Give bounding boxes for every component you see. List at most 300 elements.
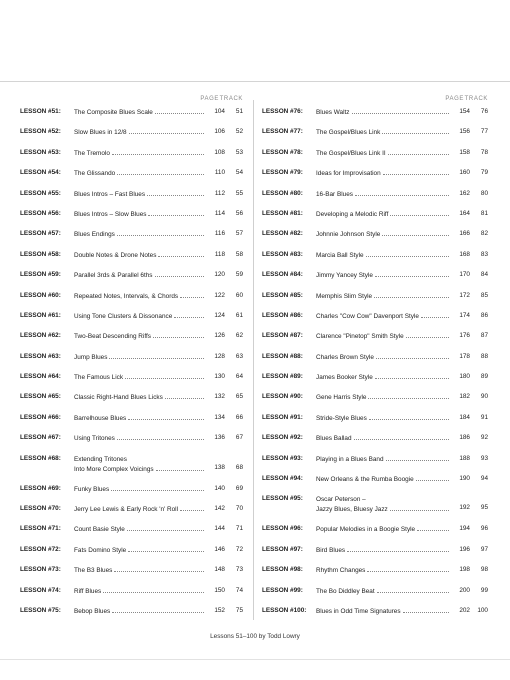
page-number: 108 <box>214 148 225 156</box>
toc-list-left <box>20 108 243 627</box>
lesson-title: Blues Waltz <box>316 109 350 116</box>
lesson-number: LESSON #82: <box>262 230 303 238</box>
page-number: 200 <box>459 586 470 594</box>
leader-dots <box>383 174 449 175</box>
leader-dots <box>117 439 204 440</box>
page-number: 126 <box>214 332 225 340</box>
lesson-number: LESSON #85: <box>262 291 303 299</box>
lesson-number: LESSON #60: <box>20 291 61 299</box>
lesson-title: The Composite Blues Scale <box>74 109 153 116</box>
lesson-title: Into More Complex Voicings <box>74 465 154 473</box>
leader-dots <box>158 256 204 257</box>
lesson-number: LESSON #80: <box>262 189 303 197</box>
lesson-title: Johnnie Johnson Style <box>316 231 381 239</box>
lesson-title-block <box>74 353 205 362</box>
toc-entry <box>262 455 488 475</box>
leader-dots <box>374 297 449 298</box>
lesson-number: LESSON #98: <box>262 566 303 574</box>
lesson-title: The Gospel/Blues Link II <box>316 149 386 157</box>
page-number: 138 <box>214 463 225 471</box>
toc-entry <box>262 525 488 545</box>
page-number: 192 <box>459 504 470 512</box>
page-number: 156 <box>459 128 470 136</box>
page-number: 124 <box>214 311 225 319</box>
toc-entry <box>262 312 488 332</box>
track-number: 92 <box>480 434 488 442</box>
leader-dots <box>128 419 204 420</box>
lesson-title-block <box>316 332 450 341</box>
track-number: 82 <box>480 230 488 238</box>
toc-entry <box>262 393 488 413</box>
lesson-number: LESSON #74: <box>20 586 61 594</box>
lesson-number: LESSON #96: <box>262 525 303 533</box>
column-header <box>262 96 488 108</box>
lesson-number: LESSON #94: <box>262 475 303 483</box>
toc-entry <box>262 414 488 434</box>
lesson-title-block <box>74 312 205 321</box>
toc-column-left <box>20 96 243 627</box>
lesson-number: LESSON #100: <box>262 606 307 614</box>
page-number: 120 <box>214 271 225 279</box>
lesson-number: LESSON #92: <box>262 434 303 442</box>
page-number: 142 <box>214 505 225 513</box>
track-number: 87 <box>480 332 488 340</box>
lesson-number: LESSON #93: <box>262 454 303 462</box>
lesson-number: LESSON #71: <box>20 525 61 533</box>
lesson-number: LESSON #67: <box>20 434 61 442</box>
bottom-rule <box>0 659 510 660</box>
lesson-title: Blues Intros – Slow Blues <box>74 210 147 218</box>
toc-entry <box>20 546 243 566</box>
lesson-title: Gene Harris Style <box>316 394 367 402</box>
page-number: 154 <box>459 108 470 115</box>
leader-dots <box>112 154 204 155</box>
lesson-title-block <box>316 251 450 260</box>
page-number: 104 <box>214 108 225 115</box>
top-rule <box>0 81 510 82</box>
page-number: 122 <box>214 291 225 299</box>
lesson-title: Blues Endings <box>74 231 115 239</box>
lesson-title-block <box>316 108 450 117</box>
lesson-title-block <box>316 210 450 219</box>
toc-entry <box>20 566 243 586</box>
lesson-number: LESSON #90: <box>262 393 303 401</box>
lesson-number: LESSON #52: <box>20 128 61 136</box>
track-number: 73 <box>235 566 243 574</box>
page-number: 158 <box>459 148 470 156</box>
lesson-title: Popular Melodies in a Boogie Style <box>316 526 416 534</box>
leader-dots <box>382 235 449 236</box>
leader-dots <box>368 398 449 399</box>
lesson-number: LESSON #89: <box>262 373 303 381</box>
page-number: 176 <box>459 332 470 340</box>
lesson-title: Blues Intros – Fast Blues <box>74 190 146 198</box>
leader-dots <box>114 571 204 572</box>
page-number: 182 <box>459 393 470 401</box>
track-header: TRACK <box>219 96 243 102</box>
track-number: 51 <box>235 108 243 115</box>
page-number: 186 <box>459 434 470 442</box>
lesson-number: LESSON #91: <box>262 413 303 421</box>
leader-dots <box>180 297 204 298</box>
leader-dots <box>388 154 449 155</box>
lesson-number: LESSON #76: <box>262 108 303 115</box>
toc-entry <box>262 546 488 566</box>
toc-entry <box>20 393 243 413</box>
page-number: 168 <box>459 250 470 258</box>
toc-column-right <box>262 96 488 627</box>
leader-dots <box>403 612 449 613</box>
toc-entry <box>262 373 488 393</box>
track-number: 61 <box>235 311 243 319</box>
lesson-title-block <box>74 434 205 443</box>
track-number: 54 <box>235 169 243 177</box>
lesson-number: LESSON #58: <box>20 250 61 258</box>
lesson-title-block <box>316 455 450 464</box>
leader-dots <box>117 235 204 236</box>
lesson-title-block <box>74 210 205 219</box>
lesson-title-line1: Extending Tritones <box>74 455 127 463</box>
lesson-number: LESSON #72: <box>20 545 61 553</box>
page-number: 202 <box>459 606 470 614</box>
track-number: 67 <box>235 434 243 442</box>
page-number: 160 <box>459 169 470 177</box>
page-number: 114 <box>214 209 225 217</box>
leader-dots <box>103 592 204 593</box>
lesson-title: Fats Domino Style <box>74 546 127 554</box>
track-number: 100 <box>477 606 488 614</box>
toc-entry <box>262 149 488 169</box>
lesson-number: LESSON #69: <box>20 484 61 492</box>
leader-dots <box>416 480 449 481</box>
track-number: 83 <box>480 250 488 258</box>
track-number: 76 <box>480 108 488 115</box>
lesson-title: Jump Blues <box>74 353 108 361</box>
toc-entry <box>20 434 243 454</box>
page-number: 152 <box>214 606 225 614</box>
column-header <box>20 96 243 108</box>
leader-dots <box>354 439 449 440</box>
lesson-title: Bebop Blues <box>74 607 111 615</box>
lesson-number: LESSON #78: <box>262 148 303 156</box>
track-number: 89 <box>480 373 488 381</box>
lesson-title: Jimmy Yancey Style <box>316 272 373 280</box>
track-number: 60 <box>235 291 243 299</box>
leader-dots <box>366 256 449 257</box>
lesson-title-block <box>74 108 205 117</box>
lesson-title: The Glissando <box>74 170 116 178</box>
toc-entry <box>262 607 488 627</box>
lesson-title: Blues in Odd Time Signatures <box>316 607 401 615</box>
lesson-title: Parallel 3rds & Parallel 6ths <box>74 272 153 280</box>
lesson-title-block <box>74 505 205 514</box>
toc-entry <box>20 485 243 505</box>
page-footer: Lessons 51–100 by Todd Lowry <box>210 633 300 640</box>
lesson-number: LESSON #87: <box>262 332 303 340</box>
lesson-title-block <box>74 251 205 260</box>
lesson-title: Barrelhouse Blues <box>74 414 127 422</box>
lesson-number: LESSON #95: <box>262 495 303 503</box>
toc-entry <box>262 169 488 189</box>
track-number: 86 <box>480 311 488 319</box>
track-number: 66 <box>235 413 243 421</box>
toc-entry <box>262 434 488 454</box>
toc-entry <box>262 566 488 586</box>
lesson-number: LESSON #65: <box>20 393 61 401</box>
page-number: 150 <box>214 586 225 594</box>
lesson-number: LESSON #75: <box>20 606 61 614</box>
lesson-title: Two-Beat Descending Riffs <box>74 333 151 341</box>
leader-dots <box>355 195 449 196</box>
lesson-number: LESSON #57: <box>20 230 61 238</box>
lesson-title-block <box>74 332 205 341</box>
lesson-number: LESSON #62: <box>20 332 61 340</box>
track-number: 93 <box>480 454 488 462</box>
lesson-title-block <box>316 587 450 596</box>
lesson-title: The Famous Lick <box>74 374 124 382</box>
page-number: 180 <box>459 373 470 381</box>
lesson-title: Repeated Notes, Intervals, & Chords <box>74 292 179 300</box>
page-number: 172 <box>459 291 470 299</box>
lesson-title-block <box>74 373 205 382</box>
track-number: 74 <box>235 586 243 594</box>
toc-entry <box>20 271 243 291</box>
page-number: 118 <box>214 250 225 258</box>
track-number: 63 <box>235 352 243 360</box>
toc-entry <box>262 271 488 291</box>
track-number: 75 <box>235 606 243 614</box>
lesson-number: LESSON #73: <box>20 566 61 574</box>
toc-entry <box>20 353 243 373</box>
toc-entry <box>20 190 243 210</box>
track-header: TRACK <box>464 96 488 102</box>
lesson-title-block <box>74 230 205 239</box>
toc-entry <box>20 292 243 312</box>
lesson-title-block <box>316 230 450 239</box>
track-number: 98 <box>480 566 488 574</box>
track-number: 64 <box>235 373 243 381</box>
leader-dots <box>375 276 449 277</box>
lesson-title: Classic Right-Hand Blues Licks <box>74 394 163 402</box>
leader-dots <box>367 571 449 572</box>
leader-dots <box>155 113 204 114</box>
lesson-number: LESSON #97: <box>262 545 303 553</box>
leader-dots <box>352 113 449 114</box>
lesson-title: The B3 Blues <box>74 567 113 575</box>
track-number: 94 <box>480 475 488 483</box>
lesson-title-block <box>316 292 450 301</box>
lesson-title: James Booker Style <box>316 374 373 382</box>
toc-entry <box>20 587 243 607</box>
track-number: 72 <box>235 545 243 553</box>
track-number: 95 <box>480 504 488 512</box>
lesson-title-block <box>316 607 450 616</box>
leader-dots <box>156 470 204 471</box>
lesson-title: Double Notes & Drone Notes <box>74 251 157 259</box>
lesson-title-block <box>74 190 205 199</box>
toc-entry <box>20 332 243 352</box>
page-number: 164 <box>459 209 470 217</box>
lesson-title: The Gospel/Blues Link <box>316 129 381 137</box>
leader-dots <box>125 378 204 379</box>
lesson-title: Riff Blues <box>74 587 102 595</box>
lesson-number: LESSON #64: <box>20 373 61 381</box>
track-number: 81 <box>480 209 488 217</box>
page-number: 116 <box>214 230 225 238</box>
leader-dots <box>406 337 449 338</box>
toc-list-right <box>262 108 488 627</box>
page-number: 130 <box>214 373 225 381</box>
lesson-title-block <box>74 292 205 301</box>
track-number: 96 <box>480 525 488 533</box>
lesson-number: LESSON #77: <box>262 128 303 136</box>
toc-entry <box>20 414 243 434</box>
lesson-number: LESSON #70: <box>20 505 61 513</box>
lesson-title: Funky Blues <box>74 485 110 493</box>
lesson-title: Using Tone Clusters & Dissonance <box>74 312 173 320</box>
leader-dots <box>390 510 449 511</box>
track-number: 65 <box>235 393 243 401</box>
lesson-number: LESSON #81: <box>262 209 303 217</box>
track-number: 56 <box>235 209 243 217</box>
toc-entry <box>262 332 488 352</box>
lesson-title-block <box>74 455 205 474</box>
page-number: 178 <box>459 352 470 360</box>
page-number: 146 <box>214 545 225 553</box>
track-number: 91 <box>480 413 488 421</box>
lesson-number: LESSON #51: <box>20 108 61 115</box>
lesson-title-block <box>316 495 450 514</box>
lesson-title-block <box>74 169 205 178</box>
lesson-number: LESSON #99: <box>262 586 303 594</box>
toc-entry <box>20 607 243 627</box>
lesson-title: Count Basie Style <box>74 526 125 534</box>
lesson-title-block <box>316 271 450 280</box>
lesson-title: New Orleans & the Rumba Boogie <box>316 476 414 484</box>
leader-dots <box>117 174 204 175</box>
track-number: 57 <box>235 230 243 238</box>
leader-dots <box>180 510 204 511</box>
toc-entry <box>20 505 243 525</box>
track-number: 59 <box>235 271 243 279</box>
page-number: 194 <box>459 525 470 533</box>
page-number: 190 <box>459 475 470 483</box>
lesson-title: The Bo Diddley Beat <box>316 587 375 595</box>
page-number: 166 <box>459 230 470 238</box>
lesson-number: LESSON #84: <box>262 271 303 279</box>
track-number: 62 <box>235 332 243 340</box>
lesson-title-block <box>74 271 205 280</box>
toc-entry <box>262 475 488 495</box>
page-number: 162 <box>459 189 470 197</box>
lesson-title: Clarence "Pinetop" Smith Style <box>316 333 404 341</box>
lesson-number: LESSON #61: <box>20 311 61 319</box>
lesson-number: LESSON #53: <box>20 148 61 156</box>
page-number: 128 <box>214 352 225 360</box>
leader-dots <box>421 317 449 318</box>
page-number: 170 <box>459 271 470 279</box>
lesson-title: Marcia Ball Style <box>316 251 364 259</box>
lesson-title-block <box>74 393 205 402</box>
lesson-title-block <box>316 414 450 423</box>
toc-entry <box>20 210 243 230</box>
lesson-title-block <box>316 373 450 382</box>
lesson-title: Rhythm Changes <box>316 567 366 575</box>
page-number: 112 <box>214 189 225 197</box>
leader-dots <box>111 490 204 491</box>
lesson-title-block <box>316 393 450 402</box>
lesson-title-block <box>316 353 450 362</box>
toc-entry <box>20 525 243 545</box>
lesson-title: Stride-Style Blues <box>316 414 367 422</box>
page-number: 144 <box>214 525 225 533</box>
toc-entry <box>20 149 243 169</box>
leader-dots <box>390 215 449 216</box>
toc-entry <box>262 190 488 210</box>
lesson-title-block <box>74 566 205 575</box>
leader-dots <box>165 398 204 399</box>
lesson-title-block <box>74 546 205 555</box>
lesson-number: LESSON #68: <box>20 454 61 462</box>
track-number: 85 <box>480 291 488 299</box>
toc-entry <box>262 587 488 607</box>
lesson-number: LESSON #56: <box>20 209 61 217</box>
leader-dots <box>127 530 204 531</box>
lesson-number: LESSON #83: <box>262 250 303 258</box>
lesson-title: Jerry Lee Lewis & Early Rock 'n' Roll <box>74 506 179 514</box>
leader-dots <box>417 530 449 531</box>
leader-dots <box>147 195 204 196</box>
track-number: 58 <box>235 250 243 258</box>
page-number: 140 <box>214 484 225 492</box>
toc-entry <box>262 108 488 128</box>
lesson-number: LESSON #79: <box>262 169 303 177</box>
leader-dots <box>375 378 449 379</box>
toc-entry <box>20 373 243 393</box>
leader-dots <box>129 133 204 134</box>
toc-entry <box>20 312 243 332</box>
track-number: 80 <box>480 189 488 197</box>
track-number: 52 <box>235 128 243 136</box>
toc-entry <box>262 495 488 525</box>
page-number: 184 <box>459 413 470 421</box>
lesson-title-block <box>316 128 450 137</box>
leader-dots <box>109 358 204 359</box>
track-number: 70 <box>235 505 243 513</box>
track-number: 77 <box>480 128 488 136</box>
lesson-title: Memphis Slim Style <box>316 292 373 300</box>
lesson-title: Using Tritones <box>74 435 115 443</box>
lesson-number: LESSON #63: <box>20 352 61 360</box>
lesson-title: Jazzy Blues, Bluesy Jazz <box>316 506 388 514</box>
toc-entry <box>262 210 488 230</box>
track-number: 69 <box>235 484 243 492</box>
page-number: 134 <box>214 413 225 421</box>
lesson-title: Developing a Melodic Riff <box>316 210 389 218</box>
leader-dots <box>148 215 204 216</box>
leader-dots <box>386 460 449 461</box>
track-number: 97 <box>480 545 488 553</box>
column-divider <box>253 100 254 620</box>
lesson-title-block <box>316 525 450 534</box>
lesson-title: Slow Blues in 12/8 <box>74 129 127 137</box>
lesson-number: LESSON #66: <box>20 413 61 421</box>
toc-entry <box>20 251 243 271</box>
lesson-number: LESSON #59: <box>20 271 61 279</box>
toc-entry <box>262 353 488 373</box>
page-number: 132 <box>214 393 225 401</box>
page-header: PAGE <box>200 96 219 102</box>
